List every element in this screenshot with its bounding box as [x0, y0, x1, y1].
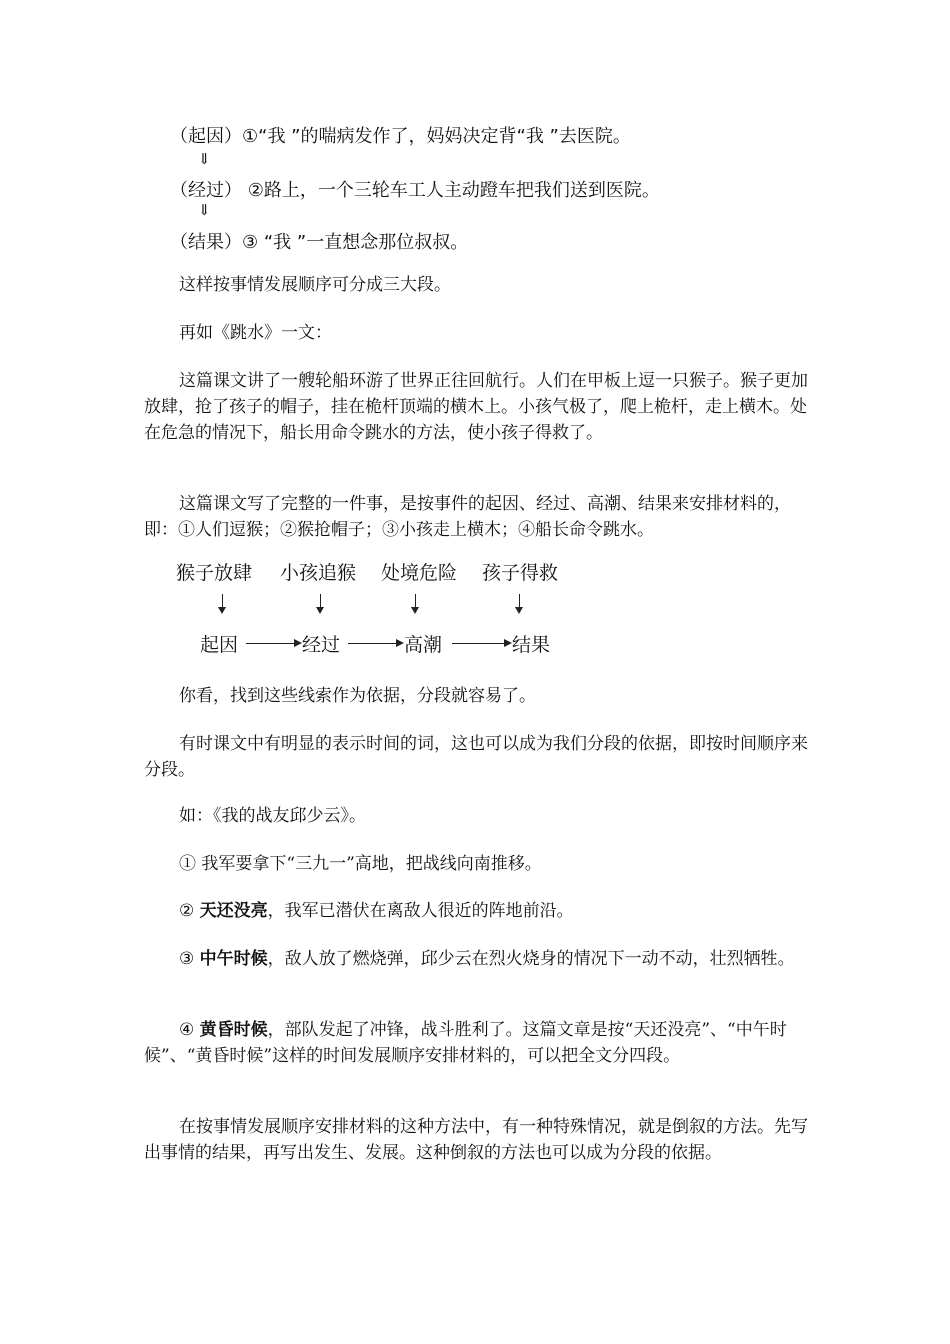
- diagram-top-label: 小孩追猴: [280, 562, 357, 584]
- item-number: ②: [179, 901, 200, 921]
- time-keyword: 天还没亮: [199, 901, 268, 921]
- down-arrow-icon: [415, 594, 416, 608]
- item-text: ，我军已潜伏在离敌人很近的阵地前沿。: [267, 901, 574, 921]
- list-item: ① 我军要拿下“三九一”高地，把战线向南推移。: [179, 854, 542, 874]
- right-arrow-icon: [452, 643, 506, 644]
- paragraph: 这样按事情发展顺序可分成三大段。: [179, 275, 451, 295]
- time-keyword: 黄昏时候: [199, 1020, 268, 1040]
- paragraph: 有时课文中有明显的表示时间的词，这也可以成为我们分段的依据，即按时间顺序来分段。: [144, 734, 808, 780]
- item-number: ③: [179, 949, 200, 969]
- paragraph: 再如《跳水》一文：: [179, 323, 332, 343]
- down-arrow-icon: [515, 607, 523, 614]
- down-arrow-icon: [519, 594, 520, 608]
- right-arrow-icon: [504, 639, 512, 647]
- down-arrow-icon: [222, 594, 223, 608]
- diagram-bottom-label: 结果: [512, 634, 551, 656]
- list-item: [144, 898, 809, 924]
- diagram-bottom-label: 起因: [200, 634, 239, 656]
- item-text: ，敌人放了燃烧弹，邱少云在烈火烧身的情况下一动不动，壮烈牺牲。: [267, 949, 795, 969]
- paragraph: 这篇课文写了完整的一件事，是按事件的起因、经过、高潮、结果来安排材料的，即：①人们逗猴；②猴抢帽子；③小孩走上横木；④船长命令跳水。: [144, 494, 791, 540]
- right-arrow-icon: [396, 639, 404, 647]
- diagram-top-label: 处境危险: [381, 562, 458, 584]
- right-arrow-icon: [294, 639, 302, 647]
- diagram-top-label: 孩子得救: [482, 562, 559, 584]
- flow-result-line: （结果）③ “我 ”一直想念那位叔叔。: [170, 232, 469, 253]
- right-arrow-icon: [348, 643, 398, 644]
- down-arrow-icon: [411, 607, 419, 614]
- paragraph: 你看，找到这些线索作为依据，分段就容易了。: [179, 686, 536, 706]
- right-arrow-icon: [246, 643, 296, 644]
- list-item: [144, 1017, 809, 1069]
- double-down-arrow-icon: ⇓: [198, 150, 211, 168]
- flow-process-line: （经过） ②路上，一个三轮车工人主动蹬车把我们送到医院。: [170, 180, 660, 201]
- paragraph: 在按事情发展顺序安排材料的这种方法中，有一种特殊情况，就是倒叙的方法。先写出事情的结果，再写出发生、发展。这种倒叙的方法也可以成为分段的依据。: [144, 1117, 808, 1163]
- flow-cause-line: （起因）①“我 ”的喘病发作了，妈妈决定背“我 ”去医院。: [170, 126, 631, 147]
- down-arrow-icon: [218, 607, 226, 614]
- list-item: [144, 946, 809, 972]
- double-down-arrow-icon: ⇓: [198, 201, 211, 219]
- diagram-bottom-label: 高潮: [404, 634, 443, 656]
- down-arrow-icon: [320, 594, 321, 608]
- item-text: ，部队发起了冲锋，战斗胜利了。这篇文章是按“天还没亮”、“中午时候”、“黄昏时候”这样的时间发展顺序安排材料的，可以把全文分四段。: [144, 1020, 787, 1066]
- diagram-top-label: 猴子放肆: [176, 562, 253, 584]
- item-number: ④: [179, 1020, 200, 1040]
- paragraph: 这篇课文讲了一艘轮船环游了世界正往回航行。人们在甲板上逗一只猴子。猴子更加放肆，抢了孩子的帽子，挂在桅杆顶端的横木上。小孩气极了，爬上桅杆，走上横木。处在危急的情况下，船长用命令跳水的方法，使小孩子得救了。: [144, 371, 808, 443]
- down-arrow-icon: [316, 607, 324, 614]
- time-keyword: 中午时候: [199, 949, 268, 969]
- paragraph: 如：《我的战友邱少云》。: [179, 806, 366, 826]
- diagram-bottom-label: 经过: [302, 634, 341, 656]
